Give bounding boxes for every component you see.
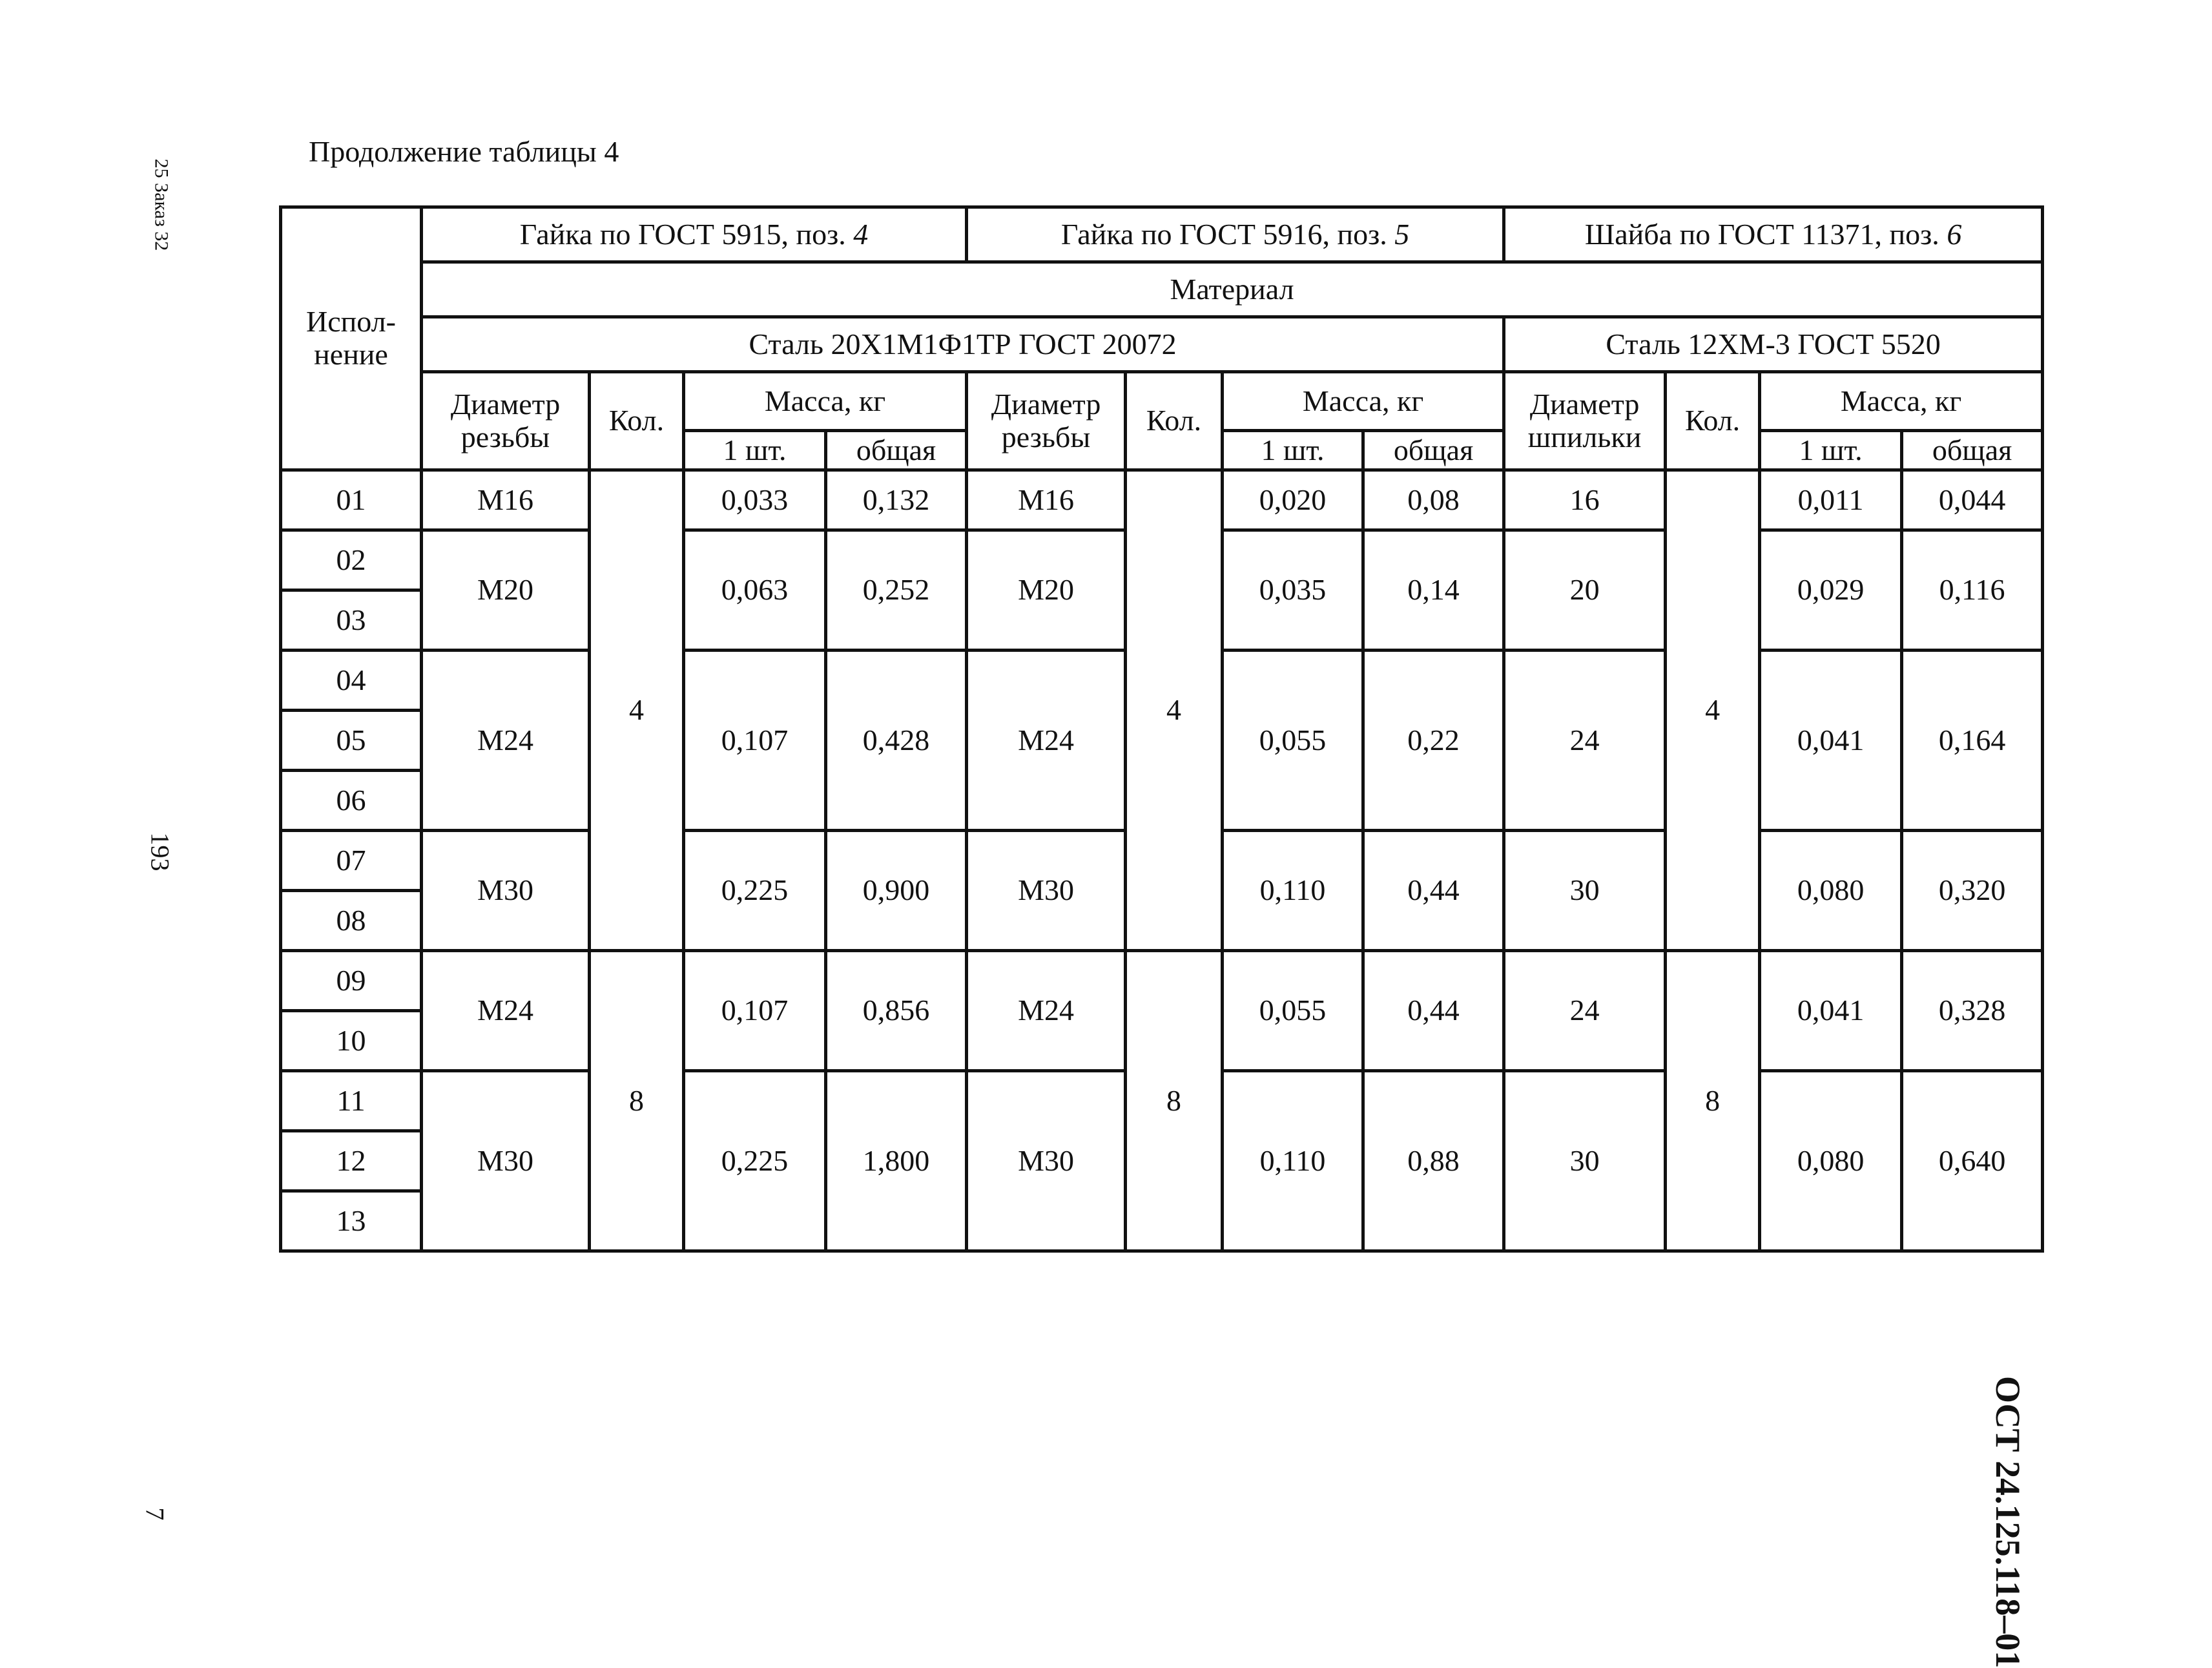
row-ispolnenie: 05 bbox=[281, 711, 422, 771]
g2-mass-one: 0,020 bbox=[1223, 470, 1363, 530]
g1-mass-total: 1,800 bbox=[826, 1071, 967, 1251]
g1-diameter: М24 bbox=[422, 951, 590, 1071]
g3-diameter: 16 bbox=[1504, 470, 1666, 530]
g2-mass-total: 0,44 bbox=[1363, 951, 1504, 1071]
header-row-steel bbox=[281, 317, 2043, 372]
row-ispolnenie: 08 bbox=[281, 891, 422, 951]
g1-mass-one: 0,225 bbox=[684, 1071, 826, 1251]
document-code: ОСТ 24.125.118–01 bbox=[1989, 1376, 2027, 1668]
header-ispolnenie: Испол-нение bbox=[281, 207, 422, 470]
g3-diameter: 30 bbox=[1504, 1071, 1666, 1251]
header-g1-total: общая bbox=[826, 431, 967, 470]
g2-diameter: М30 bbox=[967, 1071, 1126, 1251]
table-row bbox=[281, 470, 2043, 530]
row-ispolnenie: 01 bbox=[281, 470, 422, 530]
g3-mass-one: 0,041 bbox=[1760, 651, 1902, 831]
g1-mass-one: 0,063 bbox=[684, 530, 826, 651]
g1-diameter: М20 bbox=[422, 530, 590, 651]
g3-diameter: 24 bbox=[1504, 651, 1666, 831]
header-steel-2: Сталь 12ХМ-3 ГОСТ 5520 bbox=[1504, 317, 2043, 372]
g2-qty: 8 bbox=[1126, 951, 1223, 1251]
g2-mass-one: 0,110 bbox=[1223, 831, 1363, 951]
g2-mass-one: 0,110 bbox=[1223, 1071, 1363, 1251]
g1-mass-total: 0,428 bbox=[826, 651, 967, 831]
group-1-pos: 4 bbox=[853, 217, 869, 251]
g1-qty: 4 bbox=[590, 470, 684, 951]
g3-mass-one: 0,011 bbox=[1760, 470, 1902, 530]
fasteners-table bbox=[279, 205, 2044, 1253]
group-1-title: Гайка по ГОСТ 5915, поз. bbox=[519, 217, 846, 251]
g1-mass-total: 0,132 bbox=[826, 470, 967, 530]
g3-mass-total: 0,328 bbox=[1902, 951, 2043, 1071]
g3-mass-one: 0,029 bbox=[1760, 530, 1902, 651]
header-g1-diameter: Диаметр резьбы bbox=[422, 372, 590, 470]
table-row bbox=[281, 951, 2043, 1011]
g1-mass-one: 0,033 bbox=[684, 470, 826, 530]
group-3-pos: 6 bbox=[1947, 217, 1962, 251]
g2-mass-total: 0,08 bbox=[1363, 470, 1504, 530]
g3-diameter: 20 bbox=[1504, 530, 1666, 651]
row-ispolnenie: 09 bbox=[281, 951, 422, 1011]
header-group-2 bbox=[967, 207, 1504, 262]
row-ispolnenie: 06 bbox=[281, 771, 422, 831]
group-2-title: Гайка по ГОСТ 5916, поз. bbox=[1060, 217, 1387, 251]
g1-diameter: М16 bbox=[422, 470, 590, 530]
g1-mass-one: 0,225 bbox=[684, 831, 826, 951]
g2-mass-total: 0,14 bbox=[1363, 530, 1504, 651]
header-g3-one: 1 шт. bbox=[1760, 431, 1902, 470]
g3-diameter: 24 bbox=[1504, 951, 1666, 1071]
header-g2-one: 1 шт. bbox=[1223, 431, 1363, 470]
group-2-pos: 5 bbox=[1394, 217, 1410, 251]
row-ispolnenie: 03 bbox=[281, 590, 422, 651]
table-caption: Продолжение таблицы 4 bbox=[309, 135, 619, 168]
g2-mass-one: 0,035 bbox=[1223, 530, 1363, 651]
g1-diameter: М30 bbox=[422, 831, 590, 951]
g3-mass-one: 0,041 bbox=[1760, 951, 1902, 1071]
header-row-material bbox=[281, 262, 2043, 317]
g3-qty: 4 bbox=[1666, 470, 1760, 951]
header-row-groups bbox=[281, 207, 2043, 262]
page-number: 193 bbox=[145, 832, 175, 871]
g1-diameter: М30 bbox=[422, 1071, 590, 1251]
g1-qty: 8 bbox=[590, 951, 684, 1251]
header-g3-total: общая bbox=[1902, 431, 2043, 470]
header-g3-qty: Кол. bbox=[1666, 372, 1760, 470]
row-ispolnenie: 13 bbox=[281, 1191, 422, 1251]
g1-diameter: М24 bbox=[422, 651, 590, 831]
header-group-1 bbox=[422, 207, 967, 262]
g1-mass-one: 0,107 bbox=[684, 951, 826, 1071]
g2-diameter: М30 bbox=[967, 831, 1126, 951]
g3-mass-total: 0,640 bbox=[1902, 1071, 2043, 1251]
g2-mass-one: 0,055 bbox=[1223, 651, 1363, 831]
row-ispolnenie: 10 bbox=[281, 1011, 422, 1071]
g1-mass-one: 0,107 bbox=[684, 651, 826, 831]
header-row-sub bbox=[281, 372, 2043, 431]
g3-diameter: 30 bbox=[1504, 831, 1666, 951]
header-g1-one: 1 шт. bbox=[684, 431, 826, 470]
g3-mass-one: 0,080 bbox=[1760, 1071, 1902, 1251]
g3-mass-one: 0,080 bbox=[1760, 831, 1902, 951]
header-g1-qty: Кол. bbox=[590, 372, 684, 470]
g3-mass-total: 0,320 bbox=[1902, 831, 2043, 951]
header-g2-mass: Масса, кг bbox=[1223, 372, 1504, 431]
row-ispolnenie: 11 bbox=[281, 1071, 422, 1131]
g3-mass-total: 0,116 bbox=[1902, 530, 2043, 651]
g2-diameter: М20 bbox=[967, 530, 1126, 651]
row-ispolnenie: 07 bbox=[281, 831, 422, 891]
header-material: Материал bbox=[422, 262, 2043, 317]
g3-mass-total: 0,164 bbox=[1902, 651, 2043, 831]
row-ispolnenie: 04 bbox=[281, 651, 422, 711]
group-3-title: Шайба по ГОСТ 11371, поз. bbox=[1584, 217, 1939, 251]
row-ispolnenie: 12 bbox=[281, 1131, 422, 1191]
g2-diameter: М24 bbox=[967, 651, 1126, 831]
header-g3-mass: Масса, кг bbox=[1760, 372, 2043, 431]
g2-mass-total: 0,44 bbox=[1363, 831, 1504, 951]
header-g1-mass: Масса, кг bbox=[684, 372, 967, 431]
g3-mass-total: 0,044 bbox=[1902, 470, 2043, 530]
g2-mass-one: 0,055 bbox=[1223, 951, 1363, 1071]
g2-qty: 4 bbox=[1126, 470, 1223, 951]
order-note: 25 Заказ 32 bbox=[150, 158, 172, 251]
header-g2-qty: Кол. bbox=[1126, 372, 1223, 470]
g1-mass-total: 0,252 bbox=[826, 530, 967, 651]
g2-mass-total: 0,88 bbox=[1363, 1071, 1504, 1251]
g3-qty: 8 bbox=[1666, 951, 1760, 1251]
header-group-3 bbox=[1504, 207, 2043, 262]
g2-diameter: М16 bbox=[967, 470, 1126, 530]
g2-mass-total: 0,22 bbox=[1363, 651, 1504, 831]
g1-mass-total: 0,856 bbox=[826, 951, 967, 1071]
header-g2-total: общая bbox=[1363, 431, 1504, 470]
row-ispolnenie: 02 bbox=[281, 530, 422, 590]
header-g3-diameter: Диаметр шпильки bbox=[1504, 372, 1666, 470]
g1-mass-total: 0,900 bbox=[826, 831, 967, 951]
header-steel-1: Сталь 20Х1М1Ф1ТР ГОСТ 20072 bbox=[422, 317, 1504, 372]
g2-diameter: М24 bbox=[967, 951, 1126, 1071]
header-g2-diameter: Диаметр резьбы bbox=[967, 372, 1126, 470]
sheet-number: 7 bbox=[140, 1507, 170, 1521]
